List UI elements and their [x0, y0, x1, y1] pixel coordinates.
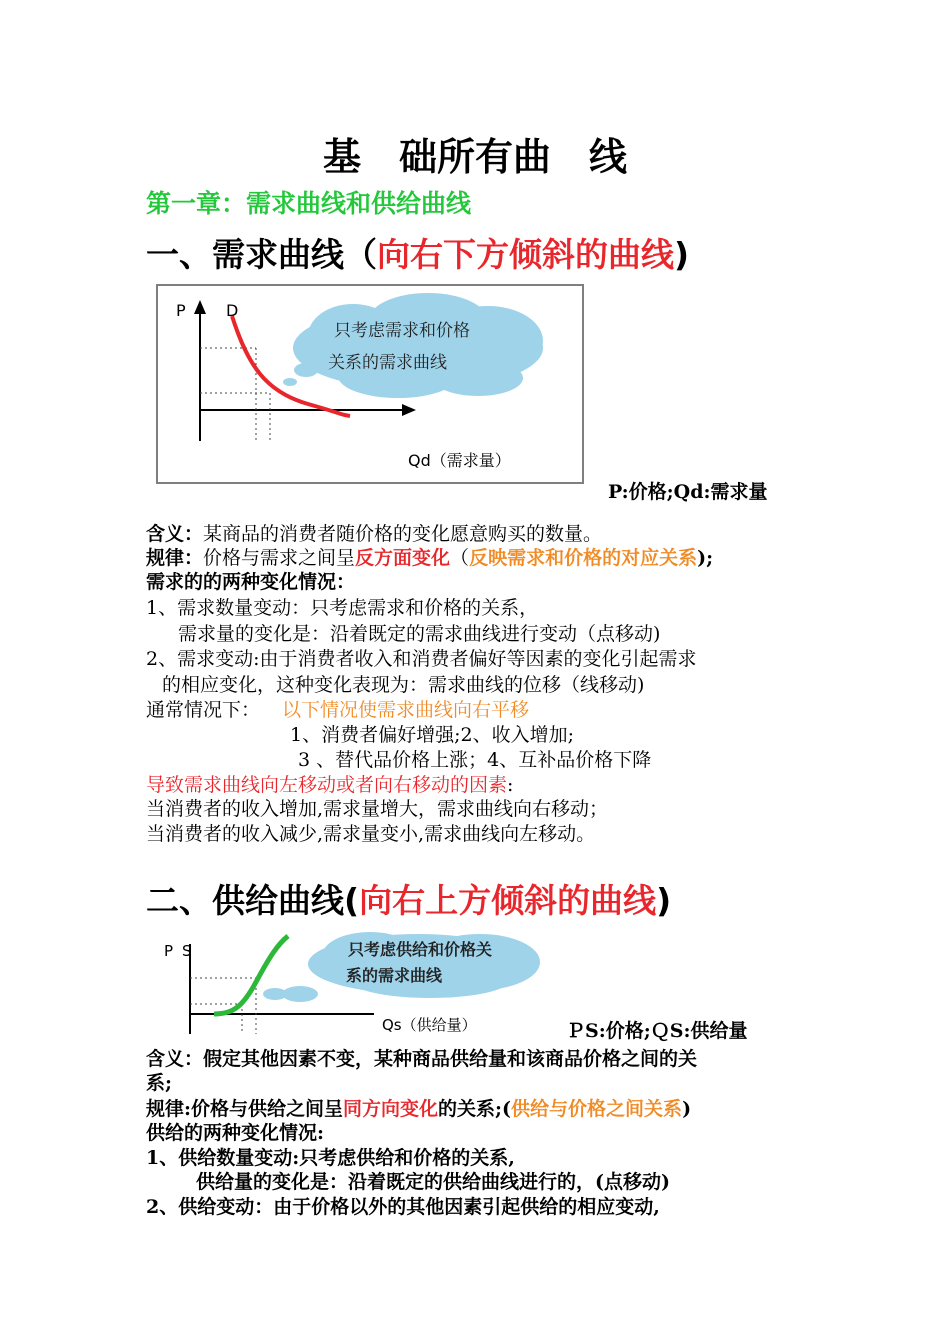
demand-rule-orange: 反映需求和价格的对应关系 [469, 547, 698, 569]
demand-rule [146, 546, 713, 570]
supply-cloud-text-1: 只考虑供给和价格关 [348, 940, 493, 959]
supply-curve [214, 936, 288, 1014]
supply-rule-mid: 的关系;( [438, 1098, 512, 1120]
supply-meaning: 含义：假定其他因素不变，某种商品供给量和该商品价格之间的关 [146, 1048, 698, 1070]
demand-rule-red: 反方面变化 [355, 547, 451, 569]
demand-meaning-text: 某商品的消费者随价格的变化愿意购买的数量。 [203, 523, 603, 545]
supply-two-changes: 供给的两种变化情况: [146, 1122, 325, 1144]
demand-item-1-sub: 需求量的变化是：沿着既定的需求曲线进行变动（点移动) [178, 623, 661, 645]
supply-rule-text: 规律:价格与供给之间呈 [146, 1098, 344, 1120]
demand-condition-2: 3 、替代品价格上涨；4、互补品价格下降 [298, 749, 652, 771]
demand-heading-highlight: 向右下方倾斜的曲线 [377, 235, 674, 274]
demand-usual-label: 通常情况下： [146, 699, 261, 721]
demand-x-label: Qd（需求量） [408, 451, 511, 470]
demand-usual [146, 698, 529, 722]
supply-figure [150, 930, 570, 1042]
demand-rule-close: ); [697, 547, 714, 569]
supply-chart [150, 930, 570, 1042]
supply-rule [146, 1097, 691, 1121]
demand-y-arrow [194, 300, 206, 314]
supply-legend: ＰS:价格;ＱS:供给量 [566, 1020, 748, 1042]
demand-item-1: 1、需求数量变动：只考虑需求和价格的关系， [146, 597, 539, 619]
supply-item-1-sub: 供给量的变化是：沿着既定的供给曲线进行的，(点移动) [196, 1171, 670, 1193]
demand-usual-orange: 以下情况使需求曲线向右平移 [282, 699, 530, 721]
demand-meaning [146, 522, 602, 546]
demand-rule-label: 规律： [146, 547, 204, 569]
supply-curve-label: S [182, 942, 192, 960]
demand-chart [158, 286, 582, 482]
supply-heading-suffix: ) [656, 881, 672, 920]
demand-rule-text: 价格与需求之间呈 [203, 547, 356, 569]
demand-meaning-label: 含义： [146, 523, 204, 545]
demand-x-arrow [402, 404, 416, 416]
demand-heading [146, 229, 689, 276]
supply-heading-prefix: 二、供给曲线( [146, 881, 360, 920]
demand-heading-suffix: ) [674, 235, 690, 274]
supply-axis-p-label: P [164, 942, 174, 960]
supply-cloud-text-2: 系的需求曲线 [346, 966, 443, 985]
demand-effect-1: 当消费者的收入增加,需求量增大，需求曲线向右移动； [146, 798, 609, 820]
demand-curve-label: D [226, 301, 239, 320]
supply-rule-red: 同方向变化 [343, 1098, 439, 1120]
supply-heading-highlight: 向右上方倾斜的曲线 [359, 881, 657, 920]
supply-rule-orange: 供给与价格之间关系 [511, 1098, 683, 1120]
supply-meaning-cont: 系; [146, 1072, 173, 1094]
supply-rule-close: ) [682, 1098, 692, 1120]
demand-axis-p-label: P [176, 301, 186, 320]
chapter-heading: 第一章：需求曲线和供给曲线 [146, 189, 472, 218]
supply-item-2: 2、供给变动：由于价格以外的其他因素引起供给的相应变动, [146, 1196, 660, 1218]
page-title: 基 础所有曲 线 [322, 135, 627, 179]
demand-cause-colon: : [507, 774, 514, 796]
demand-figure [156, 284, 584, 484]
demand-condition-1: 1、消费者偏好增强;2、收入增加; [290, 724, 574, 746]
supply-x-label: Qs（供给量） [382, 1016, 477, 1034]
demand-heading-prefix: 一、需求曲线（ [146, 235, 377, 274]
supply-item-1: 1、供给数量变动:只考虑供给和价格的关系, [146, 1147, 515, 1169]
demand-item-2-cont: 的相应变化，这种变化表现为：需求曲线的位移（线移动) [162, 674, 645, 696]
demand-rule-open: （ [450, 547, 470, 569]
demand-cause-red: 导致需求曲线向左移动或者向右移动的因素 [146, 774, 508, 796]
demand-item-2: 2、需求变动:由于消费者收入和消费者偏好等因素的变化引起需求 [146, 648, 697, 670]
demand-effect-2: 当消费者的收入减少,需求量变小,需求曲线向左移动。 [146, 823, 596, 845]
supply-heading [146, 875, 671, 922]
demand-two-changes: 需求的的两种变化情况： [146, 571, 356, 593]
demand-legend: P:价格;Qd:需求量 [608, 481, 768, 503]
demand-cloud-text-2: 关系的需求曲线 [328, 353, 447, 373]
demand-cloud [283, 293, 543, 398]
demand-cloud-text-1: 只考虑需求和价格 [334, 321, 470, 341]
demand-cause [146, 773, 513, 797]
